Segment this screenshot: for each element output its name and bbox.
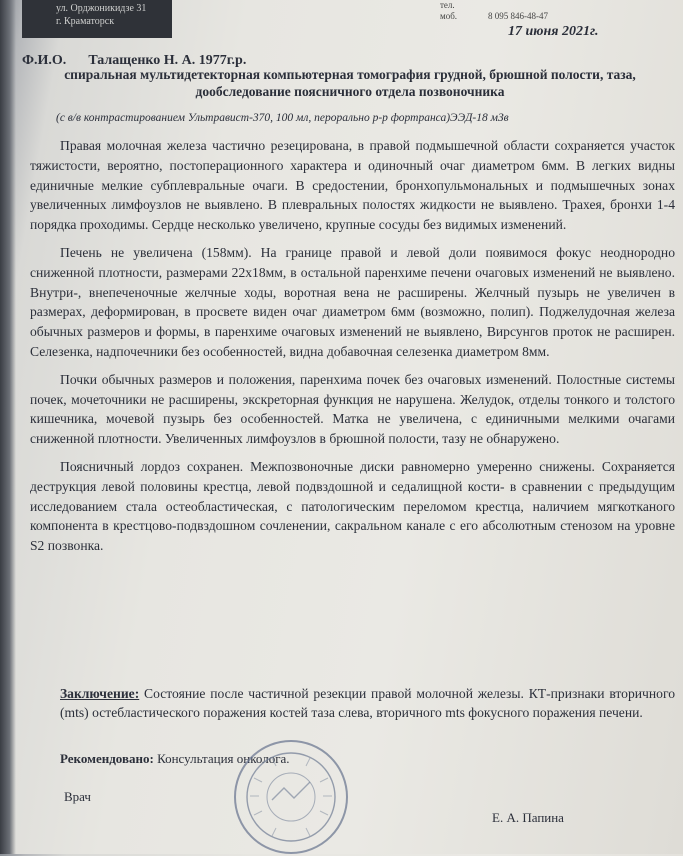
conclusion-text: Состояние после частичной резекции правой молочной железы. КТ-признаки вторичного (mts) остебластического поражения костей таза слева, вторичного mts фокусного поражения печени. [60,686,675,720]
recommendation-label: Рекомендовано: [60,751,154,766]
conclusion [60,684,675,722]
patient-name: Талащенко Н. А. 1977г.р. [88,53,247,68]
exam-title: спиральная мультидетекторная компьютерная томография грудной, брюшной полости, таза, дообследование поясничного отдела позвоночника [64,67,636,99]
tel-label: тел. [440,0,455,10]
address-line-2: г. Краматорск [56,16,115,27]
findings-spine: Поясничный лордоз сохранен. Межпозвоночные диски равномерно умеренно снижены. Сохраняется деструкция левой половины крестца, левой подвздошной и седалищной кости- в сравнении с предыдущим исследованием стала остеобластическая, с патологическим переломом крестца, наличием мягкотканого компонента в крестцово-подвздошном сочленении, сакральном канале с его абсолютным стенозом на уровне S2 позвонка. [30,458,675,554]
conclusion-label: Заключение: [60,686,140,701]
patient-label: Ф.И.О. [22,53,67,68]
recommendation-text: Консультация онколога. [153,751,290,766]
findings-kidneys-pelvis: Почки обычных размеров и положения, паренхима почек без очаговых изменений. Полостные системы почек, мочеточники не расширены, экскреторная функция не нарушена. Желудок, отделы тонкого и толстого кишечника, мочевой пузырь без особенностей. Матка не увеличена, с единичными мелкими очагами сниженной плотности. Увеличенных лимфоузлов в брюшной полости, тазу не обнаружено. [30,371,675,447]
photo-shadow-edge [0,0,16,854]
doctor-label: Врач [64,789,91,804]
findings-abdomen: Печень не увеличена (158мм). На границе правой и левой доли появимося фокус неоднородно сниженной плотности, размерами 22х18мм, в остальной паренхиме печени очаговых изменений не выявлено. Внутри-, внепеченочные желчные ходы, воротная вена не расширены. Желчный пузырь не увеличен в размерах, деформирован, в просвете виден очаг диаметром 6мм (возможно, полип). Поджелудочная железа обычных размеров и формы, в паренхиме очаговых изменений не выявлено, Вирсунгов проток не расширен. Селезенка, надпочечники без особенностей, видна добавочная селезенка диаметром 8мм. [30,244,675,359]
phone-number: 8 095 846-48-47 [488,11,548,21]
address-line-1: ул. Орджоникидзе 31 [56,3,147,14]
clinic-contacts [440,0,548,22]
report-date: 17 июня 2021г. [508,24,599,39]
clinic-address [22,0,172,38]
findings-body [30,136,675,556]
stamp-seal [232,738,350,856]
contrast-note: (с в/в контрастированием Ультравист-370, 100 мл, перорально р-р фортранса)ЭЭД-18 мЗв [56,112,509,124]
mob-label: моб. [440,11,458,21]
findings-chest: Правая молочная железа частично резецирована, в правой подмышечной области сохраняется участок тяжистости, вероятно, постоперационного характера и одиночный очаг диаметром 6мм. В легких видны единичные мелкие субплевральные очаги. В средостении, бронхопульмональных и подмышечных зонах увеличенных лимфоузлов не выявлено. В плевральных полостях жидкости не выявлено. Трахея, бронхи 1-4 порядка проходимы. Сердце несколько увеличено, крупные сосуды без видимых изменений. [30,138,675,233]
doctor-name: Е. А. Папина [492,810,564,825]
